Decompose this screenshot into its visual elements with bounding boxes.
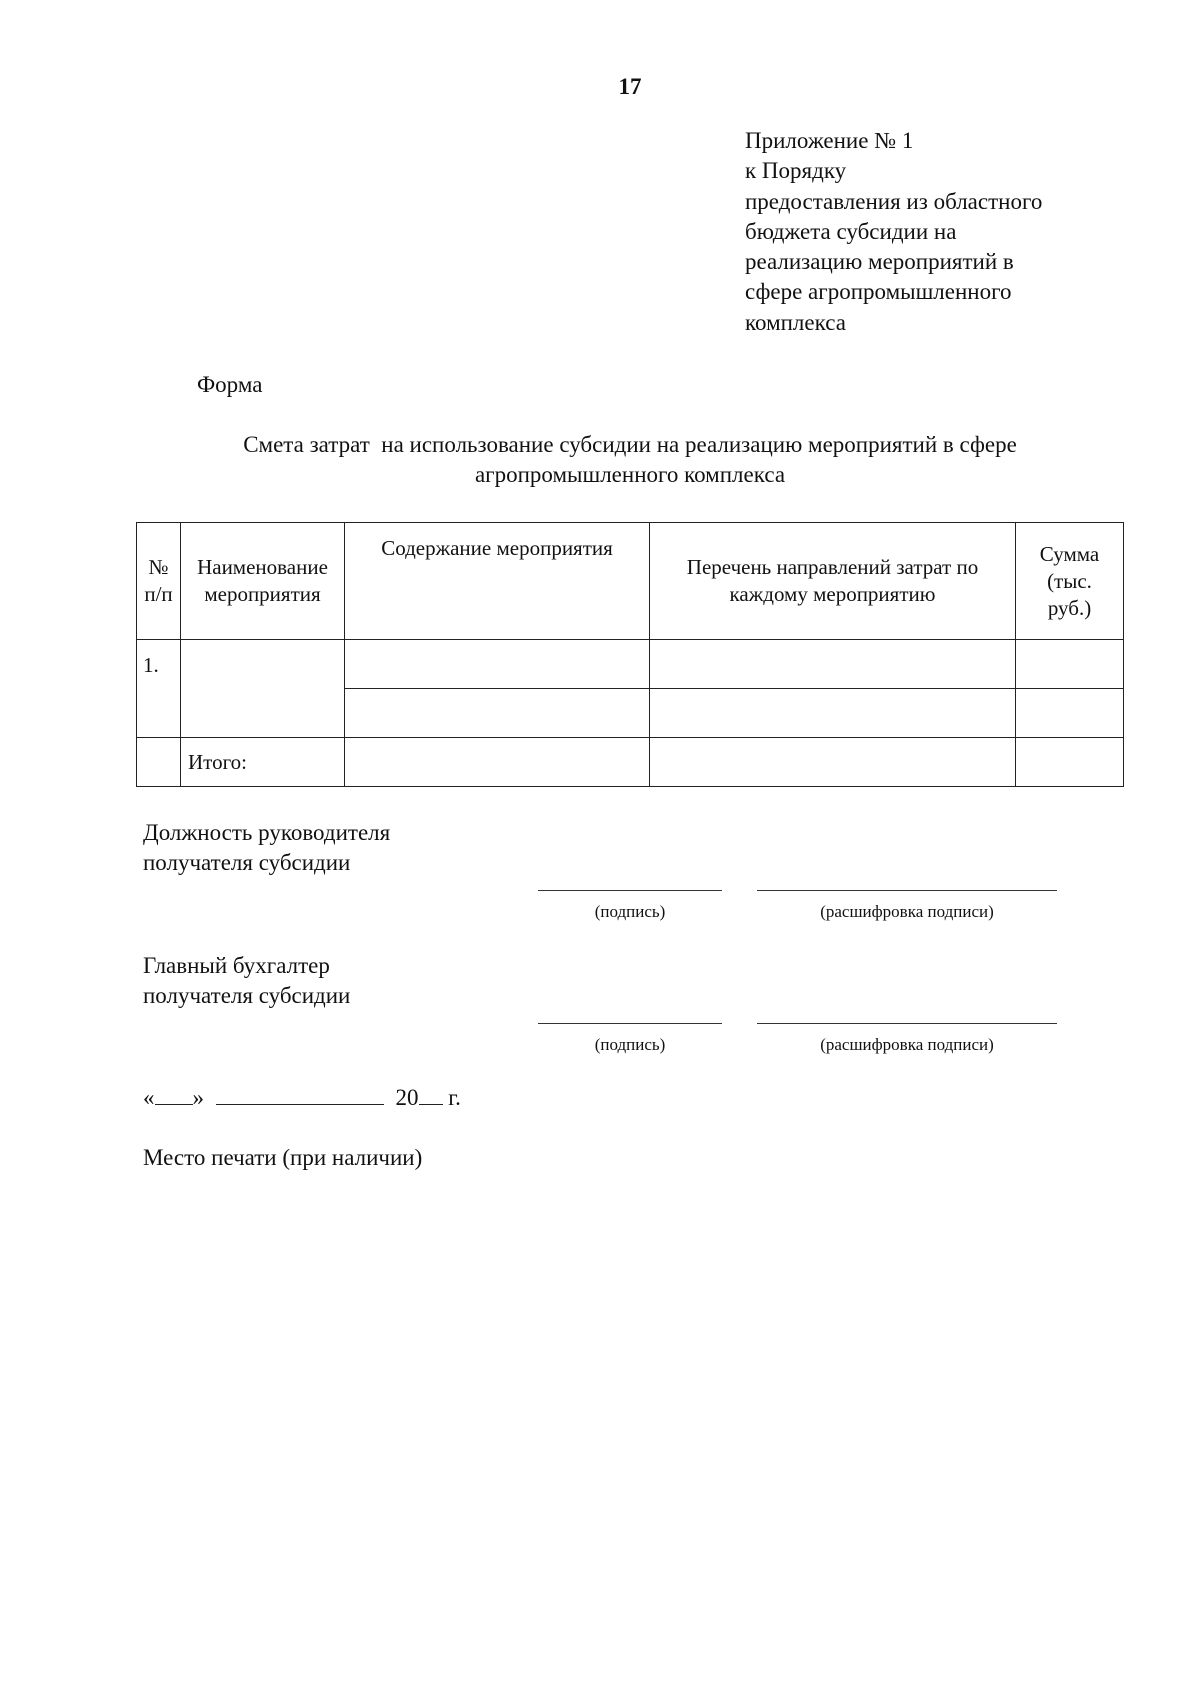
- month-blank[interactable]: [216, 1086, 384, 1105]
- estimate-table: [136, 522, 1124, 787]
- form-label: Форма: [197, 372, 263, 397]
- table-total-row: [137, 738, 1124, 787]
- appendix-heading: [745, 126, 1165, 338]
- header-num: № п/п: [137, 523, 181, 640]
- cell-content[interactable]: [345, 640, 650, 689]
- signature-decode-caption: (расшифровка подписи): [820, 902, 994, 921]
- cell-sum[interactable]: [1016, 640, 1124, 689]
- appendix-line: Приложение № 1: [745, 128, 914, 153]
- signature-decode-line[interactable]: [757, 890, 1057, 891]
- signatory-role-accountant: Главный бухгалтер получателя субсидии: [143, 953, 351, 1008]
- year-suffix: г.: [442, 1085, 461, 1110]
- appendix-line: к Порядку: [745, 158, 847, 184]
- cell-num: [137, 738, 181, 787]
- year-prefix: 20: [395, 1085, 419, 1110]
- appendix-line: комплекса: [745, 309, 846, 335]
- date-open-quote: «: [143, 1085, 155, 1110]
- title-line-1: Смета затрат на использование субсидии на реализацию мероприятий в сфере: [243, 432, 1017, 457]
- cell-costs[interactable]: [650, 689, 1016, 738]
- total-label: Итого:: [181, 738, 345, 787]
- header-content: Содержание мероприятия: [345, 523, 650, 640]
- signature-caption: (подпись): [594, 902, 666, 921]
- signature-line[interactable]: [538, 1023, 722, 1024]
- header-sum: Сумма (тыс. руб.): [1016, 523, 1124, 640]
- signature-line[interactable]: [538, 890, 722, 891]
- cell-costs[interactable]: [650, 738, 1016, 787]
- cell-name[interactable]: [181, 640, 345, 738]
- signature-caption: (подпись): [594, 1035, 666, 1054]
- cell-sum[interactable]: [1016, 738, 1124, 787]
- date-line: [143, 1085, 461, 1111]
- cell-content[interactable]: [345, 738, 650, 787]
- appendix-line: сфере агропромышленного: [745, 279, 1012, 305]
- year-blank[interactable]: [419, 1086, 443, 1105]
- header-name: Наименование мероприятия: [181, 523, 345, 640]
- signatory-role-head: Должность руководителя получателя субсидии: [143, 820, 391, 875]
- appendix-line: предоставления из областного: [745, 188, 1043, 214]
- row-number: 1.: [137, 640, 181, 738]
- cell-costs[interactable]: [650, 640, 1016, 689]
- table-header-row: [137, 523, 1124, 640]
- cell-content[interactable]: [345, 689, 650, 738]
- cell-sum[interactable]: [1016, 689, 1124, 738]
- document-title: [140, 430, 1120, 490]
- appendix-line: бюджета субсидии на: [745, 218, 957, 244]
- table-row: [137, 640, 1124, 689]
- stamp-place: Место печати (при наличии): [143, 1145, 423, 1170]
- signature-decode-line[interactable]: [757, 1023, 1057, 1024]
- header-costs: Перечень направлений затрат по каждому мероприятию: [650, 523, 1016, 640]
- page-number: 17: [618, 74, 642, 99]
- date-close-quote: »: [192, 1085, 204, 1110]
- day-blank[interactable]: [155, 1086, 193, 1105]
- signature-decode-caption: (расшифровка подписи): [820, 1035, 994, 1054]
- appendix-line: реализацию мероприятий в: [745, 249, 1014, 275]
- title-line-2: агропромышленного комплекса: [474, 462, 786, 487]
